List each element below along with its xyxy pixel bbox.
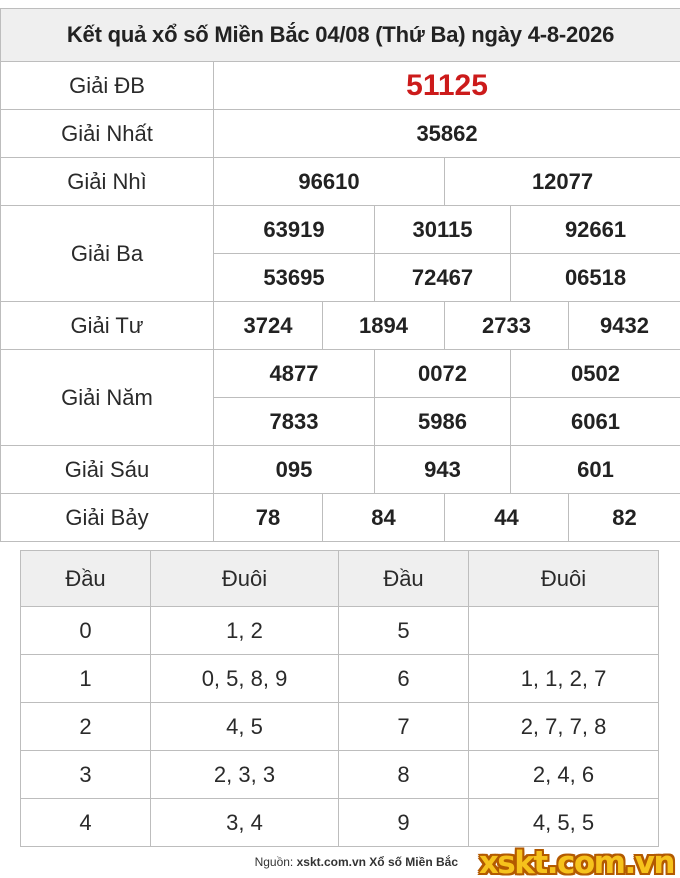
loto-row: [21, 607, 659, 655]
loto-header-dau: Đầu: [339, 551, 469, 607]
prize-row-seventh: [1, 494, 680, 542]
prize-label-first: Giải Nhất: [1, 110, 214, 158]
prize-row-second: [1, 158, 680, 206]
third-prize-number: 06518: [511, 254, 680, 302]
seventh-prize-number: 78: [214, 494, 323, 542]
prize-label-second: Giải Nhì: [1, 158, 214, 206]
third-prize-number: 30115: [375, 206, 511, 254]
loto-dau: 6: [339, 655, 469, 703]
loto-duoi: 2, 7, 7, 8: [469, 703, 659, 751]
fourth-prize-number: 9432: [569, 302, 680, 350]
loto-row: [21, 751, 659, 799]
loto-dau: 4: [21, 799, 151, 847]
third-prize-number: 53695: [214, 254, 375, 302]
loto-row: [21, 655, 659, 703]
fifth-prize-number: 4877: [214, 350, 375, 398]
fourth-prize-number: 1894: [323, 302, 445, 350]
source-prefix: Nguồn:: [254, 855, 297, 869]
loto-dau: 5: [339, 607, 469, 655]
loto-duoi: 4, 5, 5: [469, 799, 659, 847]
fifth-prize-number: 0072: [375, 350, 511, 398]
loto-dau: 1: [21, 655, 151, 703]
prize-label-third: Giải Ba: [1, 206, 214, 302]
second-prize-number: 96610: [214, 158, 445, 206]
prize-row-first: [1, 110, 680, 158]
loto-duoi: 1, 1, 2, 7: [469, 655, 659, 703]
seventh-prize-number: 44: [445, 494, 569, 542]
fourth-prize-number: 3724: [214, 302, 323, 350]
prize-row-special: [1, 62, 680, 110]
loto-row: [21, 799, 659, 847]
loto-dau: 0: [21, 607, 151, 655]
prize-row-fifth: [1, 350, 680, 398]
loto-header-duoi: Đuôi: [151, 551, 339, 607]
site-logo[interactable]: xskt.com.vn: [478, 845, 674, 878]
loto-duoi: [469, 607, 659, 655]
loto-dau: 9: [339, 799, 469, 847]
third-prize-number: 63919: [214, 206, 375, 254]
loto-duoi: 4, 5: [151, 703, 339, 751]
special-prize-number: 51125: [214, 62, 680, 110]
loto-dau: 7: [339, 703, 469, 751]
loto-row: [21, 703, 659, 751]
loto-table: [20, 550, 659, 847]
prize-label-seventh: Giải Bảy: [1, 494, 214, 542]
source-name: Xổ số Miền Bắc: [365, 855, 458, 869]
fifth-prize-number: 6061: [511, 398, 680, 446]
loto-duoi: 3, 4: [151, 799, 339, 847]
sixth-prize-number: 601: [511, 446, 680, 494]
loto-dau: 3: [21, 751, 151, 799]
fifth-prize-number: 0502: [511, 350, 680, 398]
prize-row-fourth: [1, 302, 680, 350]
prize-row-third: [1, 206, 680, 254]
fifth-prize-number: 7833: [214, 398, 375, 446]
third-prize-number: 92661: [511, 206, 680, 254]
results-table: [0, 8, 680, 542]
loto-header-duoi: Đuôi: [469, 551, 659, 607]
first-prize-number: 35862: [214, 110, 680, 158]
prize-row-sixth: [1, 446, 680, 494]
page-title: Kết quả xổ số Miền Bắc 04/08 (Thứ Ba) ngày 4-8-2026: [1, 9, 680, 62]
loto-dau: 2: [21, 703, 151, 751]
fifth-prize-number: 5986: [375, 398, 511, 446]
loto-duoi: 2, 4, 6: [469, 751, 659, 799]
sixth-prize-number: 943: [375, 446, 511, 494]
second-prize-number: 12077: [445, 158, 680, 206]
loto-header-row: [21, 551, 659, 607]
seventh-prize-number: 82: [569, 494, 680, 542]
prize-label-fifth: Giải Năm: [1, 350, 214, 446]
loto-duoi: 1, 2: [151, 607, 339, 655]
sixth-prize-number: 095: [214, 446, 375, 494]
prize-label-fourth: Giải Tư: [1, 302, 214, 350]
fourth-prize-number: 2733: [445, 302, 569, 350]
third-prize-number: 72467: [375, 254, 511, 302]
loto-dau: 8: [339, 751, 469, 799]
source-credit: [255, 855, 458, 869]
loto-duoi: 0, 5, 8, 9: [151, 655, 339, 703]
loto-duoi: 2, 3, 3: [151, 751, 339, 799]
source-site-link[interactable]: xskt.com.vn: [296, 855, 366, 869]
loto-header-dau: Đầu: [21, 551, 151, 607]
footer: [0, 845, 680, 878]
prize-label-special: Giải ĐB: [1, 62, 214, 110]
seventh-prize-number: 84: [323, 494, 445, 542]
prize-label-sixth: Giải Sáu: [1, 446, 214, 494]
